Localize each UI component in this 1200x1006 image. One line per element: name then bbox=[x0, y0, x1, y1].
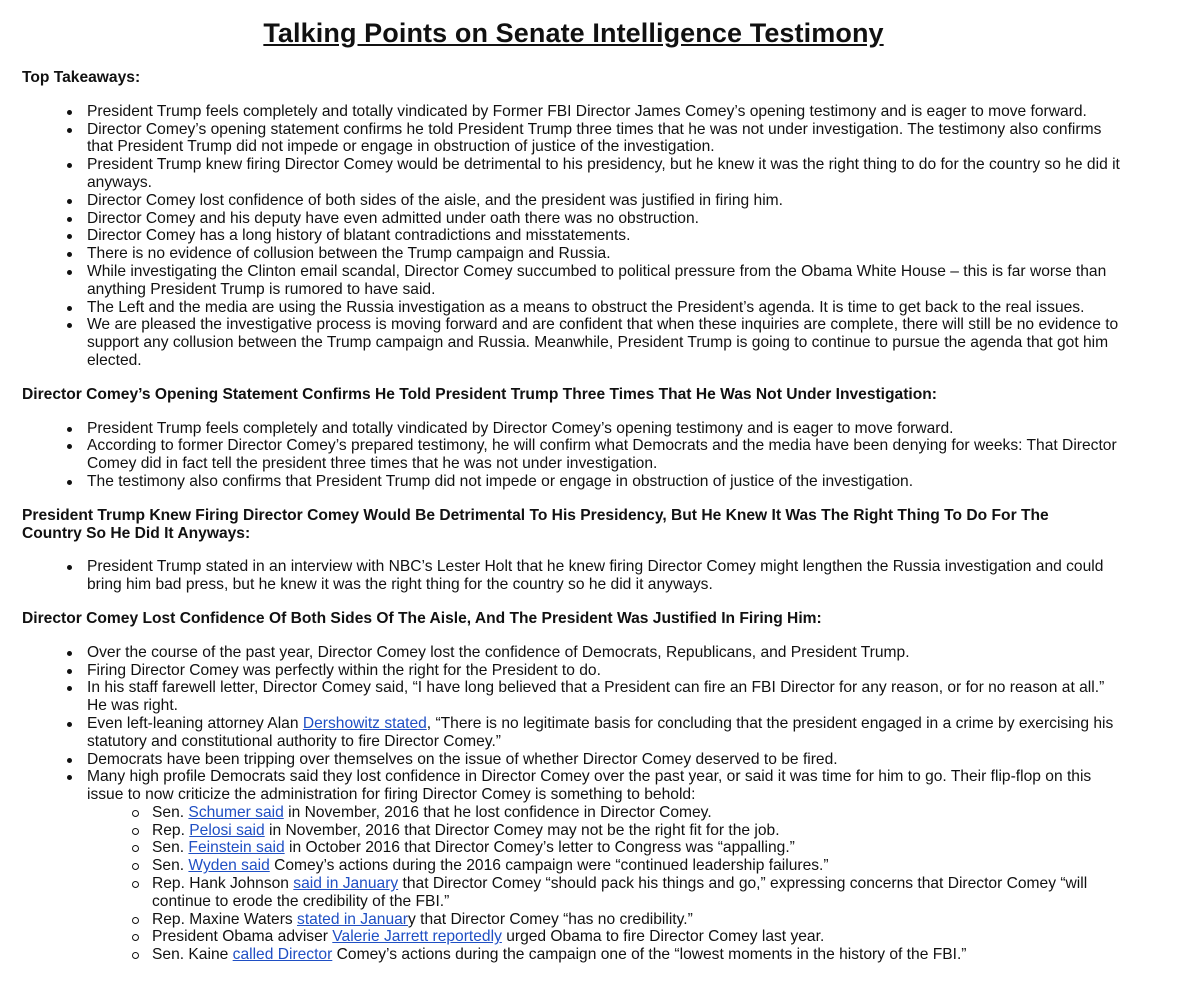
item-text: Sen. bbox=[152, 839, 189, 857]
feinstein-link[interactable]: Feinstein said bbox=[188, 839, 285, 857]
list-item: The testimony also confirms that President Trump did not impede or engage in obstruction of justice of the investigation. bbox=[87, 473, 1127, 491]
item-text: President Obama adviser bbox=[152, 928, 333, 946]
list-item: Over the course of the past year, Director Comey lost the confidence of Democrats, Republicans, and President Trump. bbox=[87, 644, 1127, 662]
item-text: Comey’s actions during the 2016 campaign were “continued leadership failures.” bbox=[269, 857, 829, 875]
dershowitz-link[interactable]: Dershowitz stated bbox=[302, 714, 427, 732]
list-item: According to former Director Comey’s prepared testimony, he will confirm what Democrats and the media have been denying for weeks: That Director Comey did in fact tell the president three times that he was not under investigation. bbox=[87, 437, 1127, 473]
section-heading-opening-statement: Director Comey’s Opening Statement Confirms He Told President Trump Three Times That He Was Not Under Investigation: bbox=[22, 385, 937, 403]
johnson-link[interactable]: said in January bbox=[293, 875, 399, 893]
item-text: in October 2016 that Director Comey’s letter to Congress was “appalling.” bbox=[284, 839, 795, 857]
detrimental-list bbox=[22, 558, 1127, 594]
item-text: in November, 2016 that he lost confidence in Director Comey. bbox=[283, 803, 712, 821]
list-item: President Trump feels completely and totally vindicated by Director Comey’s opening testimony and is eager to move forward. bbox=[87, 420, 1127, 438]
item-text: , “There is no legitimate basis for concluding that the president engaged in a crime by exercising his statutory and constitutional authority to fire Director Comey.” bbox=[87, 714, 1114, 750]
list-item: Democrats have been tripping over themselves on the issue of whether Director Comey deserved to be fired. bbox=[87, 751, 1127, 769]
spacer bbox=[22, 628, 1200, 644]
takeaways-list bbox=[22, 103, 1127, 370]
spacer bbox=[22, 491, 1200, 507]
item-text: Rep. Maxine Waters bbox=[152, 910, 298, 928]
waters-link[interactable]: stated in Januar bbox=[297, 910, 408, 928]
sublist-item bbox=[152, 804, 1112, 822]
jarrett-link[interactable]: Valerie Jarrett reportedly bbox=[332, 928, 502, 946]
sublist-item bbox=[152, 822, 1112, 840]
item-text: Sen. bbox=[152, 857, 189, 875]
opening-statement-list bbox=[22, 420, 1127, 491]
item-text: Even left-leaning attorney Alan bbox=[87, 714, 303, 732]
sublist-item bbox=[152, 839, 1112, 857]
item-text: in November, 2016 that Director Comey may not be the right fit for the job. bbox=[264, 821, 780, 839]
kaine-link[interactable]: called Director bbox=[232, 946, 333, 964]
sublist-item bbox=[152, 857, 1112, 875]
list-item: While investigating the Clinton email scandal, Director Comey succumbed to political pressure from the Obama White House – this is far worse than anything President Trump is rumored to have said. bbox=[87, 263, 1127, 299]
list-item: Director Comey lost confidence of both sides of the aisle, and the president was justified in firing him. bbox=[87, 192, 1127, 210]
sublist-item bbox=[152, 928, 1112, 946]
list-item: In his staff farewell letter, Director Comey said, “I have long believed that a President can fire an FBI Director for any reason, or for no reason at all.” He was right. bbox=[87, 679, 1127, 715]
list-item: Director Comey and his deputy have even admitted under oath there was no obstruction. bbox=[87, 210, 1127, 228]
sublist-item bbox=[152, 875, 1112, 911]
sublist-item bbox=[152, 946, 1112, 964]
section-heading-top-takeaways: Top Takeaways: bbox=[22, 69, 141, 86]
spacer bbox=[22, 542, 1200, 558]
item-text: Sen. Kaine bbox=[152, 946, 233, 964]
item-text: Comey’s actions during the campaign one of the “lowest moments in the history of the FBI.” bbox=[332, 946, 967, 964]
wyden-link[interactable]: Wyden said bbox=[188, 857, 270, 875]
spacer bbox=[22, 594, 1200, 610]
spacer bbox=[22, 87, 1200, 103]
section-heading-detrimental: President Trump Knew Firing Director Comey Would Be Detrimental To His Presidency, But He Knew It Was The Right Thing To Do For The Country So He Did It Anyways: bbox=[22, 506, 1049, 542]
list-item: There is no evidence of collusion between the Trump campaign and Russia. bbox=[87, 245, 1127, 263]
item-text: Sen. bbox=[152, 803, 189, 821]
item-text: y that Director Comey “has no credibility.” bbox=[407, 910, 693, 928]
item-text: Many high profile Democrats said they lost confidence in Director Comey over the past year, or said it was time for him to go. Their flip-flop on this issue to now criticize the administration for firing Director Comey is something to behold: bbox=[87, 768, 1092, 804]
lost-confidence-list bbox=[22, 644, 1127, 964]
list-item: President Trump stated in an interview with NBC’s Lester Holt that he knew firing Director Comey might lengthen the Russia investigation and could bring him bad press, but he knew it was the right thing for the country so he did it anyways. bbox=[87, 558, 1127, 594]
spacer bbox=[22, 404, 1200, 420]
list-item: Firing Director Comey was perfectly within the right for the President to do. bbox=[87, 662, 1127, 680]
spacer bbox=[22, 52, 1200, 69]
section-heading-lost-confidence: Director Comey Lost Confidence Of Both Sides Of The Aisle, And The President Was Justified In Firing Him: bbox=[22, 609, 822, 627]
list-item: President Trump knew firing Director Comey would be detrimental to his presidency, but he knew it was the right thing to do for the country so he did it anyways. bbox=[87, 156, 1127, 192]
list-item: Director Comey has a long history of blatant contradictions and misstatements. bbox=[87, 227, 1127, 245]
list-item bbox=[87, 715, 1127, 751]
list-item bbox=[87, 768, 1127, 964]
list-item: We are pleased the investigative process is moving forward and are confident that when these inquiries are complete, there will still be no evidence to support any collusion between the Trump campaign and Russia. Meanwhile, President Trump is going to continue to pursue the agenda that got him elected. bbox=[87, 316, 1127, 369]
list-item: President Trump feels completely and totally vindicated by Former FBI Director James Comey’s opening testimony and is eager to move forward. bbox=[87, 103, 1127, 121]
spacer bbox=[22, 370, 1200, 386]
schumer-link[interactable]: Schumer said bbox=[188, 803, 284, 821]
document-title: Talking Points on Senate Intelligence Testimony bbox=[263, 18, 884, 48]
item-text: that Director Comey “should pack his things and go,” expressing concerns that Director Comey “will continue to erode the credibility of the FBI.” bbox=[152, 875, 1088, 910]
pelosi-link[interactable]: Pelosi said bbox=[189, 821, 265, 839]
item-text: Rep. bbox=[152, 821, 190, 839]
item-text: urged Obama to fire Director Comey last year. bbox=[501, 928, 825, 946]
sublist-item bbox=[152, 911, 1112, 929]
democrats-sublist bbox=[87, 804, 1112, 964]
list-item: Director Comey’s opening statement confirms he told President Trump three times that he was not under investigation. The testimony also confirms that President Trump did not impede or engage in obstruction of justice of the investigation. bbox=[87, 121, 1127, 157]
item-text: Rep. Hank Johnson bbox=[152, 875, 294, 893]
list-item: The Left and the media are using the Russia investigation as a means to obstruct the President’s agenda. It is time to get back to the real issues. bbox=[87, 299, 1127, 317]
